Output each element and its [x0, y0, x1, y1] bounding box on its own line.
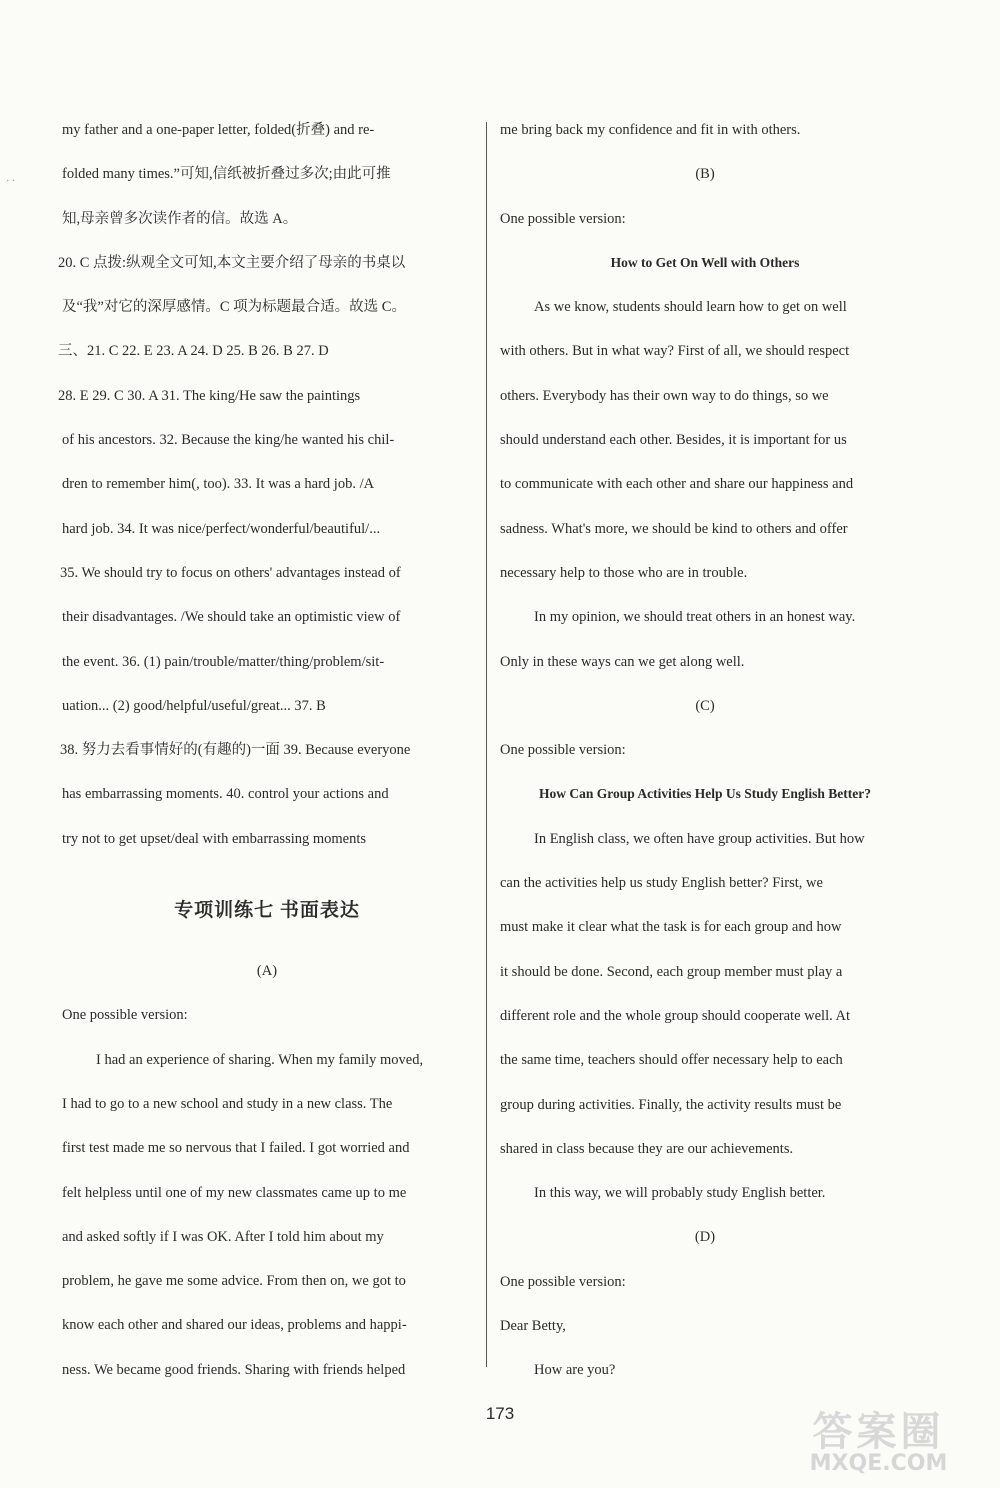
scan-speck: · · — [6, 176, 16, 187]
essay-line: As we know, students should learn how to get on well — [534, 299, 847, 316]
section-c-label: (C) — [695, 697, 715, 714]
section-title: 专项训练七 书面表达 — [174, 900, 360, 922]
section-a-label: (A) — [256, 963, 278, 980]
watermark-logo — [771, 1409, 986, 1482]
essay-line: must make it clear what the task is for each group and how — [500, 919, 842, 936]
answer-line: their disadvantages. /We should take an optimistic view of — [62, 609, 401, 626]
essay-line: the same time, teachers should offer necessary help to each — [500, 1052, 843, 1069]
essay-line: Only in these ways can we get along well. — [500, 653, 745, 670]
answer-line: of his ancestors. 32. Because the king/he wanted his chil- — [62, 432, 395, 449]
watermark-url: MXQE.COM — [809, 1451, 948, 1476]
answer-line: dren to remember him(, too). 33. It was a hard job. /A — [62, 476, 375, 493]
essay-line: me bring back my confidence and fit in with others. — [500, 122, 801, 138]
section-a-intro: One possible version: — [62, 1007, 188, 1024]
essay-line: ness. We became good friends. Sharing with friends helped — [62, 1361, 406, 1378]
watermark-text: 答案圈 — [812, 1409, 945, 1455]
section-b-label: (B) — [695, 166, 715, 183]
column-divider — [486, 122, 487, 1367]
section-b-intro: One possible version: — [500, 210, 626, 227]
essay-line: with others. But in what way? First of all, we should respect — [500, 343, 850, 360]
answer-line: 三、21. C 22. E 23. A 24. D 25. B 26. B 27. D — [58, 343, 329, 360]
section-c-title: How Can Group Activities Help Us Study English Better? — [538, 786, 872, 802]
essay-line: first test made me so nervous that I failed. I got worried and — [62, 1140, 410, 1157]
essay-line: group during activities. Finally, the activity results must be — [500, 1096, 842, 1113]
section-d-label: (D) — [694, 1229, 716, 1246]
essay-line: sadness. What's more, we should be kind to others and offer — [500, 520, 848, 537]
answer-line: folded many times.”可知,信纸被折叠过多次;由此可推 — [62, 166, 391, 183]
essay-line: necessary help to those who are in trouble. — [500, 564, 748, 581]
left-column — [58, 108, 472, 1392]
answer-line: 35. We should try to focus on others' advantages instead of — [60, 564, 401, 581]
answer-line: 28. E 29. C 30. A 31. The king/He saw the paintings — [58, 387, 361, 404]
essay-line: How are you? — [534, 1362, 616, 1379]
essay-line: can the activities help us study English better? First, we — [500, 875, 823, 892]
section-c-intro: One possible version: — [500, 742, 626, 759]
answer-line: 及“我”对它的深厚感情。C 项为标题最合适。故选 C。 — [62, 299, 406, 316]
answer-line: the event. 36. (1) pain/trouble/matter/thing/problem/sit- — [62, 653, 385, 670]
essay-line: In my opinion, we should treat others in an honest way. — [534, 609, 856, 626]
essay-line: I had to go to a new school and study in a new class. The — [62, 1095, 393, 1112]
right-column — [500, 108, 910, 1393]
answer-line: hard job. 34. It was nice/perfect/wonderful/beautiful/... — [62, 520, 381, 537]
essay-line: and asked softly if I was OK. After I told him about my — [62, 1228, 384, 1245]
essay-line: should understand each other. Besides, it is important for us — [500, 432, 847, 449]
essay-line: know each other and shared our ideas, problems and happi- — [62, 1317, 407, 1334]
essay-line: I had an experience of sharing. When my family moved, — [96, 1051, 424, 1068]
letter-greeting: Dear Betty, — [500, 1318, 566, 1335]
answer-line: 知,母亲曾多次读作者的信。故选 A。 — [62, 210, 298, 227]
answer-line: 20. C 点拨:纵观全文可知,本文主要介绍了母亲的书桌以 — [58, 254, 406, 271]
answer-line: has embarrassing moments. 40. control your actions and — [62, 786, 389, 803]
essay-line: problem, he gave me some advice. From then on, we got to — [62, 1273, 406, 1290]
essay-line: shared in class because they are our achievements. — [500, 1140, 794, 1157]
essay-line: to communicate with each other and share our happiness and — [500, 476, 854, 493]
essay-line: In English class, we often have group activities. But how — [534, 830, 865, 847]
essay-line: others. Everybody has their own way to do things, so we — [500, 387, 829, 404]
essay-line: In this way, we will probably study English better. — [534, 1185, 826, 1202]
answer-line: try not to get upset/deal with embarrassing moments — [62, 830, 367, 847]
page-number: 173 — [485, 1404, 515, 1423]
answer-line: uation... (2) good/helpful/useful/great... 37. B — [62, 697, 326, 714]
essay-line: felt helpless until one of my new classmates came up to me — [62, 1184, 407, 1201]
answer-line: my father and a one-paper letter, folded(折叠) and re- — [62, 122, 375, 138]
essay-line: it should be done. Second, each group member must play a — [500, 963, 843, 980]
section-b-title: How to Get On Well with Others — [610, 254, 800, 270]
essay-line: different role and the whole group should cooperate well. At — [500, 1007, 851, 1024]
answer-line: 38. 努力去看事情好的(有趣的)一面 39. Because everyone — [60, 742, 411, 759]
section-d-intro: One possible version: — [500, 1273, 626, 1290]
